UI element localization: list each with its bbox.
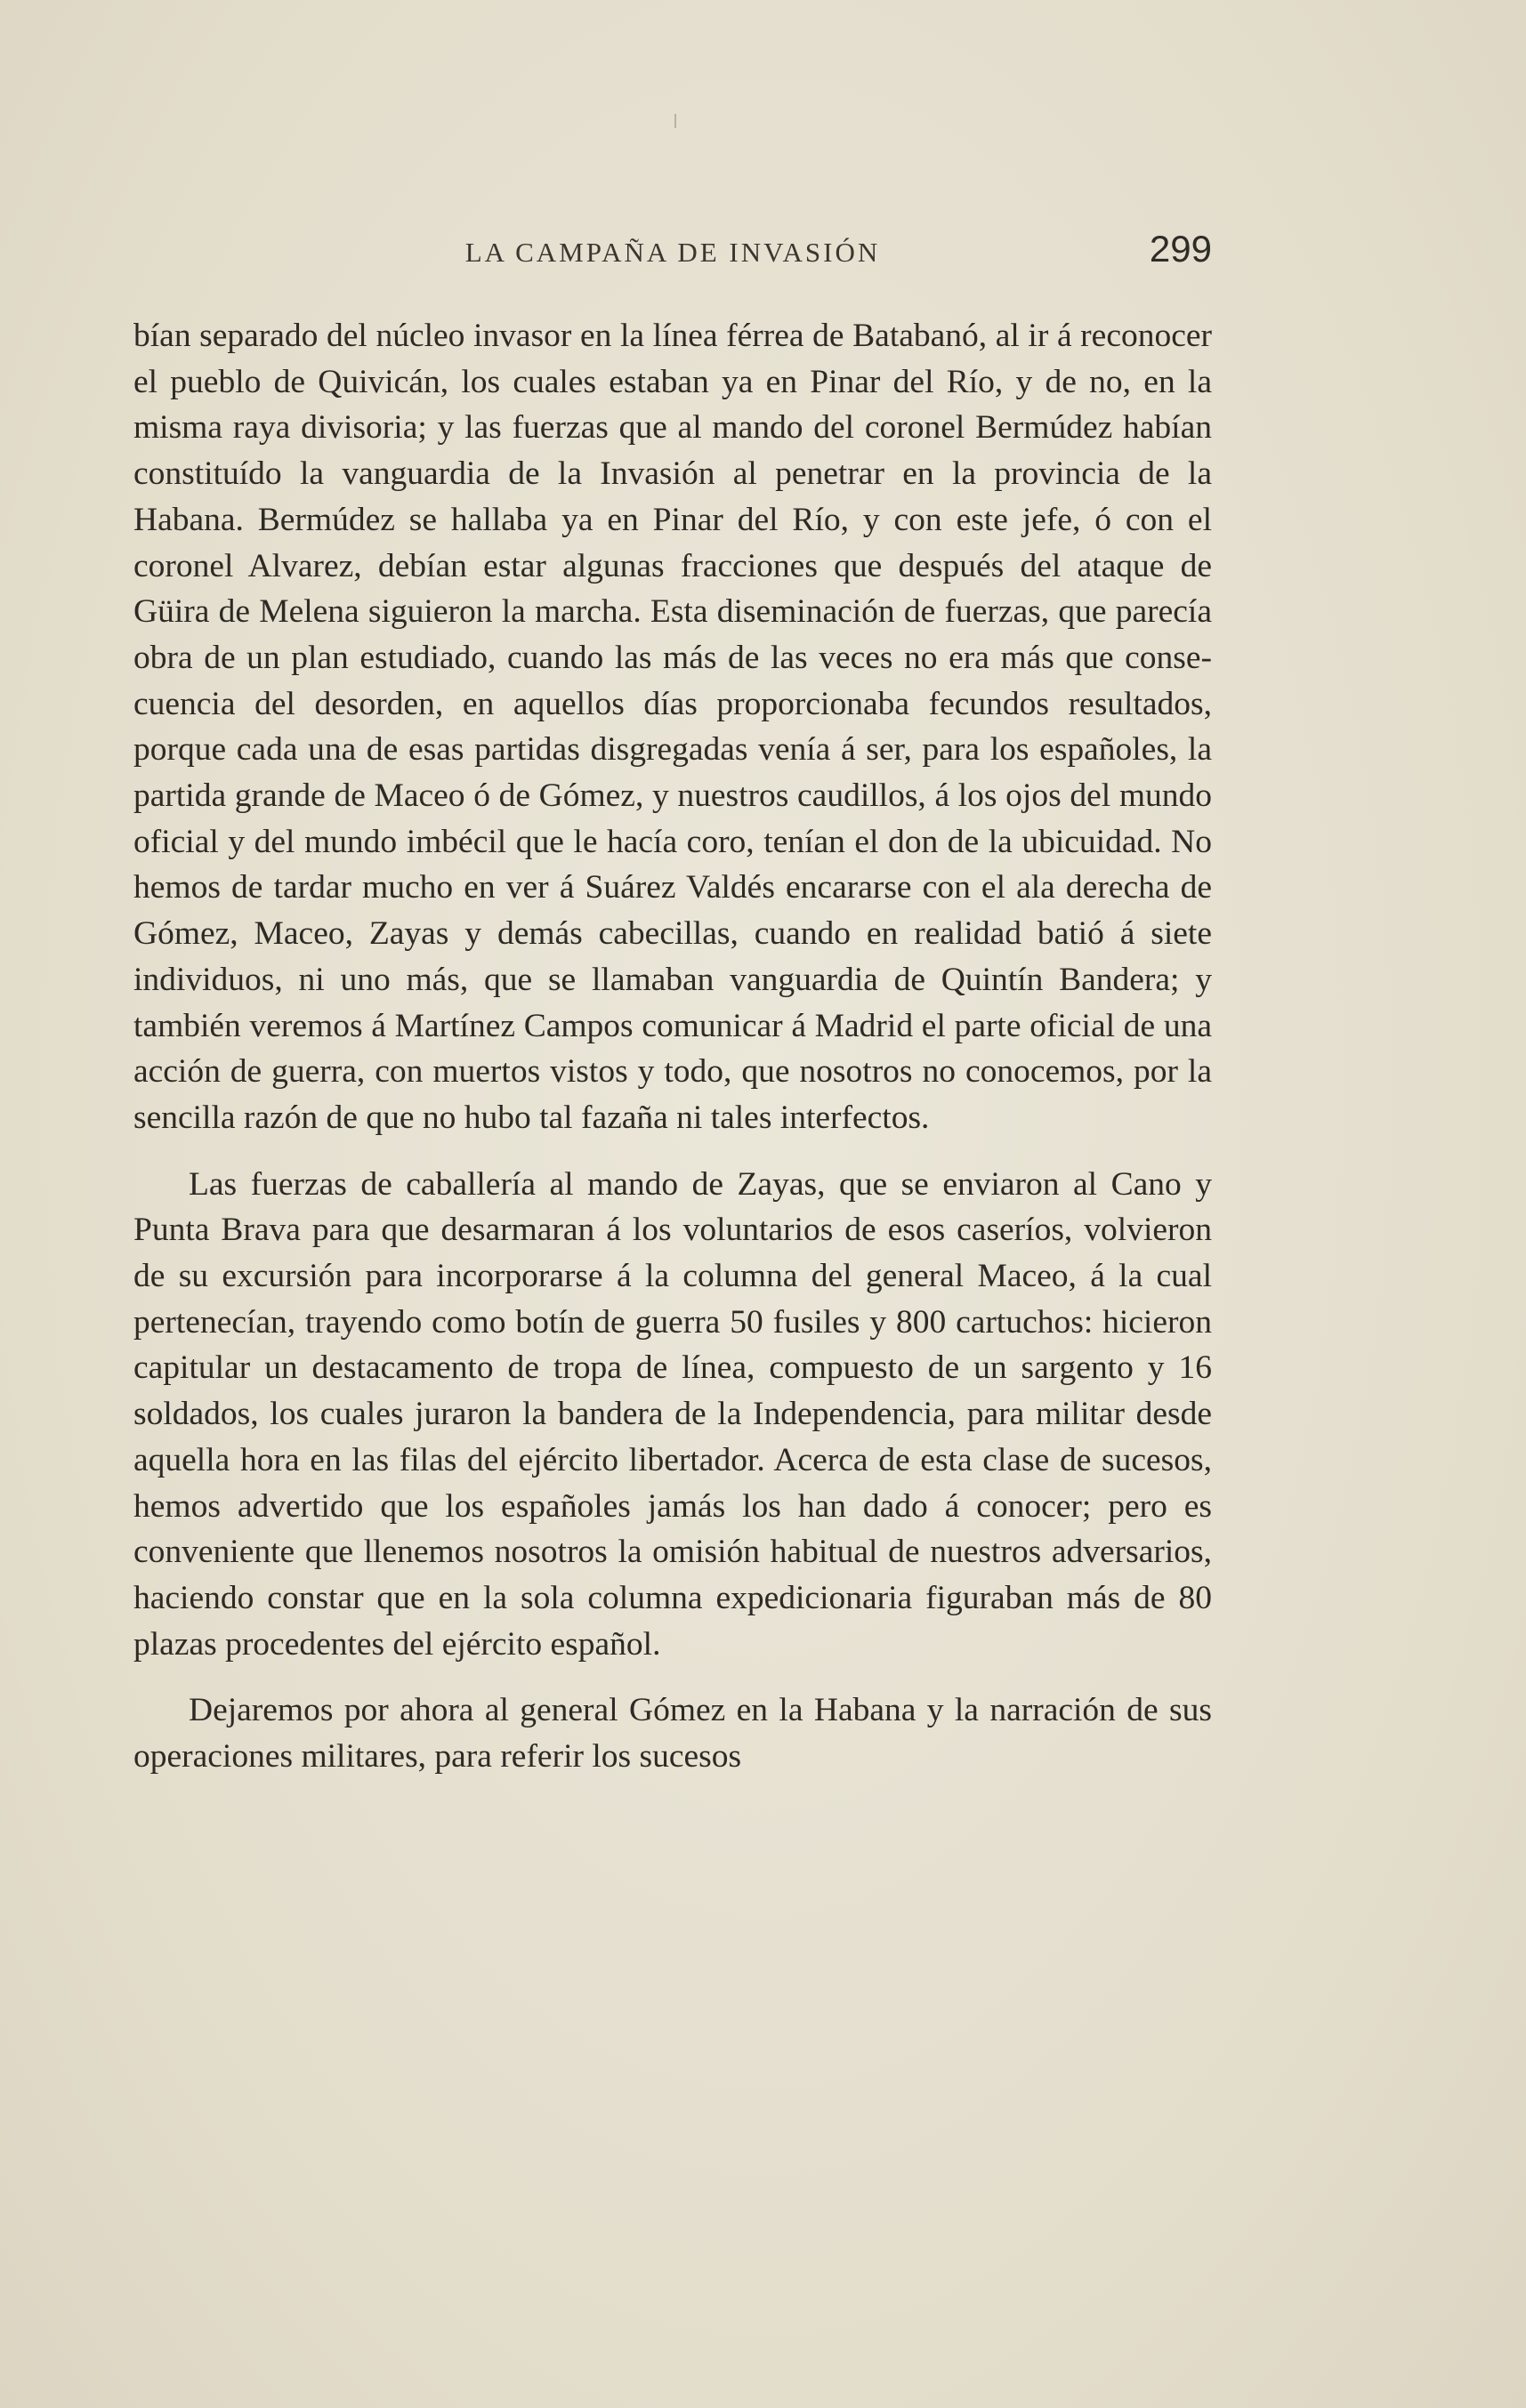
paragraph-3: Dejaremos por ahora al general Gómez en la Habana y la narración de sus operaciones militares, para referir los sucesos [133, 1692, 1212, 1776]
page-number: 299 [1149, 228, 1212, 270]
paragraph-1: bían separado del núcleo invasor en la línea férrea de Batabanó, al ir á reconocer el pueblo de Quivicán, los cuales estaban ya en Pinar del Río, y de no, en la misma raya divisoria; y las fuerzas que al mando del coronel Bermúdez habían constituído la vanguardia de la Invasión al penetrar en la provincia de la Habana. Bermúdez se hallaba ya en Pinar del Río, y con este jefe, ó con el coronel Alvarez, debían estar algunas fracciones que después del ataque de Güira de Melena siguieron la marcha. Esta diseminación de fuerzas, que parecía obra de un plan estudiado, cuando las más de las veces no era más que consecuencia del desorden, en aquellos días proporcionaba fecundos resultados, porque cada una de esas partidas disgregadas venía á ser, para los españoles, la partida grande de Maceo ó de Gómez, y nuestros caudillos, á los ojos del mundo oficial y del mundo imbécil que le hacía coro, tenían el don de la ubicuidad. No hemos de tardar mucho en ver á Suárez Valdés encararse con el ala derecha de Gómez, Maceo, Zayas y demás cabecillas, cuando en realidad batió á siete individuos, ni uno más, que se llamaban vanguardia de Quintín Bandera; y también veremos á Martínez Campos comunicar á Madrid el parte oficial de una acción de guerra, con muertos vistos y todo, que nosotros no conocemos, por la sencilla razón de que no hubo tal fazaña ni tales interfectos. [133, 318, 1212, 1136]
running-title: LA CAMPAÑA DE INVASIÓN [464, 237, 881, 268]
paragraph-2: Las fuerzas de caballería al mando de Zayas, que se enviaron al Cano y Punta Brava para que desarmaran á los voluntarios de esos caseríos, volvieron de su excursión para incorporarse á la columna del general Maceo, á la cual pertenecían, trayendo como botín de guerra 50 fusiles y 800 cartuchos: hicieron capitular un destacamento de tropa de línea, compuesto de un sargento y 16 soldados, los cuales juraron la bandera de la Independencia, para militar desde aquella hora en las filas del ejército libertador. Acerca de esta clase de sucesos, hemos advertido que los españoles jamás los han dado á conocer; pero es conveniente que llenemos nosotros la omisión habitual de nuestros adversarios, haciendo constar que en la sola columna expedicionaria figuraban más de 80 plazas procedentes del ejército español. [133, 1165, 1212, 1663]
running-header [133, 222, 1212, 285]
book-page [133, 222, 1212, 1800]
print-speck [674, 114, 676, 128]
